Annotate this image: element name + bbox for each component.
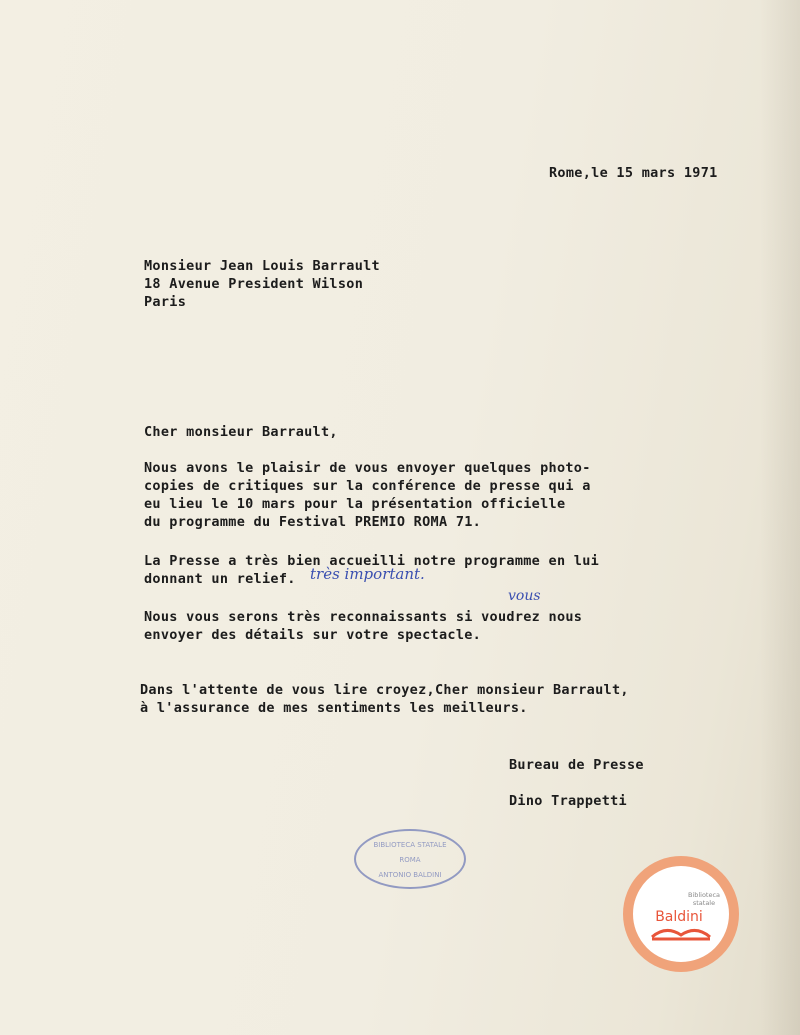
paragraph1-line: eu lieu le 10 mars pour la présentation officielle [144, 496, 566, 512]
recipient-street: 18 Avenue President Wilson [144, 276, 364, 292]
svg-text:ANTONIO BALDINI: ANTONIO BALDINI [378, 871, 442, 879]
library-stamp [354, 829, 466, 889]
signature-name: Dino Trappetti [509, 793, 627, 809]
letter-date: Rome,le 15 mars 1971 [549, 165, 718, 181]
paragraph2-line: donnant un relief. [144, 571, 296, 587]
paragraph1-line: Nous avons le plaisir de vous envoyer quelques photo- [144, 460, 591, 476]
page-edge-shadow [760, 0, 800, 1035]
baldini-logo-graphic [622, 855, 740, 973]
paragraph3-line: envoyer des détails sur votre spectacle. [144, 627, 482, 643]
handwritten-vous: vous [508, 588, 541, 604]
svg-text:BIBLIOTECA STATALE: BIBLIOTECA STATALE [373, 841, 447, 849]
paragraph1-line: copies de critiques sur la conférence de presse qui a [144, 478, 591, 494]
baldini-logo [622, 855, 740, 973]
svg-text:ROMA: ROMA [399, 856, 421, 864]
salutation: Cher monsieur Barrault, [144, 424, 338, 440]
stamp-graphic [356, 831, 464, 887]
paragraph1-line: du programme du Festival PREMIO ROMA 71. [144, 514, 482, 530]
svg-text:Baldini: Baldini [655, 909, 703, 925]
paragraph3-line: Nous vous serons très reconnaissants si voudrez nous [144, 609, 583, 625]
recipient-name: Monsieur Jean Louis Barrault [144, 258, 380, 274]
closing-line: à l'assurance de mes sentiments les meilleurs. [140, 700, 528, 716]
signature-department: Bureau de Presse [509, 757, 644, 773]
recipient-city: Paris [144, 294, 187, 310]
paragraph2-line: La Presse a très bien accueilli notre programme en lui [144, 553, 600, 569]
handwritten-insert: très important. [310, 565, 425, 583]
closing-line: Dans l'attente de vous lire croyez,Cher monsieur Barrault, [140, 682, 629, 698]
svg-text:statale: statale [692, 899, 716, 907]
svg-text:Biblioteca: Biblioteca [687, 891, 721, 899]
